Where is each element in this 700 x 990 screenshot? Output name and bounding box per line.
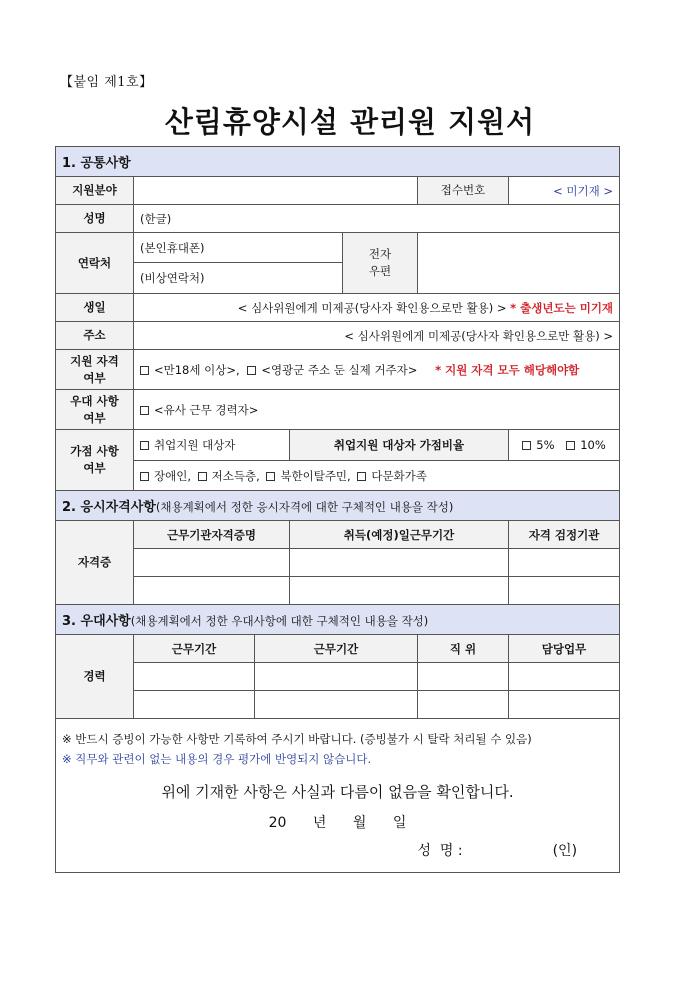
bonus-rate-10-label: 10% [580, 438, 606, 452]
certificate-row [56, 549, 620, 577]
receipt-value: < 미기재 > [509, 177, 620, 205]
exp-col-period2: 근무기간 [255, 635, 418, 663]
birth-warning: * 출생년도는 미기재 [510, 300, 614, 315]
bonus-label-line2: 여부 [83, 461, 106, 475]
exp-position-input[interactable] [418, 691, 509, 719]
bonus-employment-cell [134, 430, 290, 461]
bonus-multicultural-checkbox[interactable] [357, 472, 366, 481]
field-label: 지원분야 [56, 177, 134, 205]
exp-period1-input[interactable] [134, 663, 255, 691]
date-month: 월 [352, 815, 367, 831]
section2-subtitle: (채용계획에서 정한 응시자격에 대한 구체적인 내용을 작성) [155, 500, 454, 514]
birth-input[interactable] [134, 294, 620, 322]
emergency-contact-input[interactable]: (비상연락처) [134, 263, 343, 294]
mobile-input[interactable]: (본인휴대폰) [134, 233, 343, 263]
bonus-rate-5-label: 5% [536, 438, 555, 452]
bonus-low-income-checkbox[interactable] [198, 472, 207, 481]
eligibility-options [134, 350, 620, 390]
preference-label-line2: 여부 [83, 410, 106, 425]
preference-label-line1: 우대 사항 [70, 393, 119, 408]
bonus-defector-label: 북한이탈주민, [280, 468, 351, 483]
cert-col-date: 취득(예정)일근무기간 [290, 521, 509, 549]
page-title: 산림휴양시설 관리원 지원서 [164, 105, 536, 139]
section3-heading [56, 605, 620, 635]
date-year: 년 [312, 815, 327, 831]
eligibility-label-line1: 지원 자격 [70, 353, 119, 368]
preference-experience-label: <유사 근무 경력자> [154, 402, 259, 417]
bonus-other-options [134, 461, 620, 491]
exp-col-position: 직 위 [418, 635, 509, 663]
bonus-multicultural-label: 다문화가족 [371, 468, 427, 483]
exp-period2-input[interactable] [255, 691, 418, 719]
address-input[interactable]: < 심사위원에게 미제공(당사자 확인용으로만 활용) > [134, 322, 620, 350]
contact-label: 연락처 [56, 233, 134, 294]
eligibility-age-checkbox[interactable] [140, 366, 149, 375]
section3-title: 3. 우대사항 [62, 614, 131, 629]
exp-position-input[interactable] [418, 663, 509, 691]
email-label-line1: 전자 [368, 247, 392, 261]
bonus-rate-options [509, 430, 620, 461]
name-input[interactable]: (한글) [134, 205, 620, 233]
bonus-disabled-label: 장애인, [154, 468, 191, 483]
relevance-note: ※ 직무와 관련이 없는 내용의 경우 평가에 반영되지 않습니다. [62, 752, 372, 766]
experience-label: 경력 [56, 635, 134, 719]
evidence-note: ※ 반드시 증빙이 가능한 사항만 기록하여 주시기 바랍니다. (증빙불가 시 탈락 처리될 수 있음) [62, 732, 532, 746]
cert-name-input[interactable] [134, 577, 290, 605]
eligibility-warning: * 지원 자격 모두 해당해야함 [435, 362, 580, 377]
cert-issuer-input[interactable] [509, 549, 620, 577]
date-day: 일 [392, 815, 407, 831]
exp-duty-input[interactable] [509, 663, 620, 691]
bonus-defector-checkbox[interactable] [266, 472, 275, 481]
experience-row [56, 663, 620, 691]
section3-subtitle: (채용계획에서 정한 우대사항에 대한 구체적인 내용을 작성) [130, 614, 429, 628]
exp-period1-input[interactable] [134, 691, 255, 719]
field-input[interactable] [134, 177, 418, 205]
preference-experience-checkbox[interactable] [140, 406, 149, 415]
eligibility-label [56, 350, 134, 390]
exp-col-period1: 근무기간 [134, 635, 255, 663]
eligibility-residence-checkbox[interactable] [247, 366, 256, 375]
name-label: 성명 [56, 205, 134, 233]
signature-label: 성 명 : [417, 843, 463, 859]
bonus-label [56, 430, 134, 491]
preference-label [56, 390, 134, 430]
bonus-label-line1: 가점 사항 [70, 444, 119, 458]
certificate-row [56, 577, 620, 605]
email-label-line2: 우편 [368, 264, 392, 278]
application-form [55, 146, 620, 873]
annex-label: 【붙임 제1호】 [60, 75, 153, 90]
bonus-rate-5-checkbox[interactable] [522, 441, 531, 450]
bonus-employment-label: 취업지원 대상자 [154, 438, 236, 452]
seal-label: (인) [552, 843, 578, 859]
section1-heading: 1. 공통사항 [56, 147, 620, 177]
address-label: 주소 [56, 322, 134, 350]
eligibility-age-label: <만18세 이상>, [154, 362, 240, 377]
exp-duty-input[interactable] [509, 691, 620, 719]
bonus-rate-10-checkbox[interactable] [566, 441, 575, 450]
confirmation-statement: 위에 기재한 사항은 사실과 다름이 없음을 확인합니다. [161, 783, 514, 801]
email-label [343, 233, 418, 294]
eligibility-residence-label: <영광군 주소 둔 실제 거주자> [261, 362, 418, 377]
experience-row [56, 691, 620, 719]
birth-note: < 심사위원에게 미제공(당사자 확인용으로만 활용) > [237, 300, 507, 315]
footer-block [56, 719, 620, 873]
exp-period2-input[interactable] [255, 663, 418, 691]
receipt-label: 접수번호 [418, 177, 509, 205]
cert-col-issuer: 자격 검정기관 [509, 521, 620, 549]
cert-date-input[interactable] [290, 577, 509, 605]
email-input[interactable] [418, 233, 620, 294]
cert-name-input[interactable] [134, 549, 290, 577]
cert-date-input[interactable] [290, 549, 509, 577]
bonus-employment-checkbox[interactable] [140, 441, 149, 450]
bonus-rate-label: 취업지원 대상자 가점비율 [290, 430, 509, 461]
date-prefix: 20 [268, 815, 287, 831]
eligibility-label-line2: 여부 [83, 370, 106, 385]
cert-issuer-input[interactable] [509, 577, 620, 605]
bonus-disabled-checkbox[interactable] [140, 472, 149, 481]
birth-label: 생일 [56, 294, 134, 322]
cert-col-name: 근무기관자격증명 [134, 521, 290, 549]
bonus-low-income-label: 저소득층, [211, 468, 260, 483]
preference-options [134, 390, 620, 430]
section2-heading [56, 491, 620, 521]
section2-title: 2. 응시자격사항 [62, 500, 156, 515]
date-line [62, 812, 613, 832]
signature-line [62, 840, 613, 860]
certificate-label: 자격증 [56, 521, 134, 605]
exp-col-duty: 담당업무 [509, 635, 620, 663]
